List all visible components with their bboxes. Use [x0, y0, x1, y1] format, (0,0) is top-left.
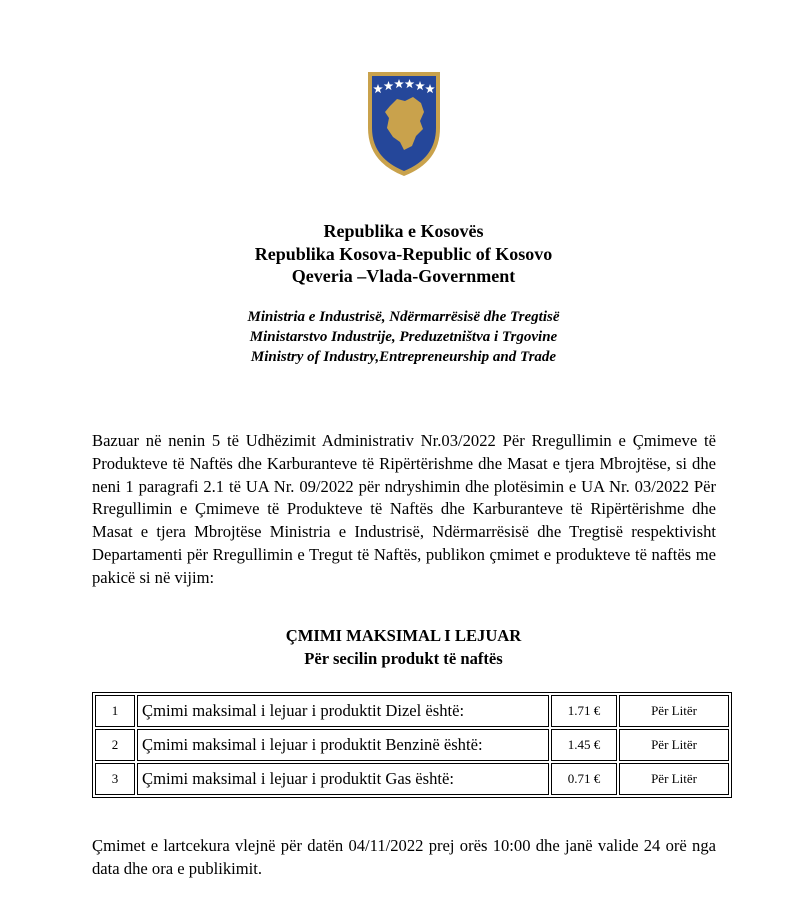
- price-table: [92, 692, 732, 798]
- validity-paragraph: Çmimet e lartcekura vlejnë për datën 04/11/2022 prej orës 10:00 dhe janë valide 24 orë nga data dhe ora e publikimit.: [92, 836, 716, 878]
- row-unit: Për Litër: [619, 763, 729, 795]
- row-price: 0.71 €: [551, 763, 617, 795]
- header-line-republic-multilingual: Republika Kosova-Republic of Kosovo: [254, 243, 553, 264]
- government-header: [0, 220, 807, 288]
- row-description: Çmimi maksimal i lejuar i produktit Benzinë është:: [137, 729, 549, 761]
- row-description: Çmimi maksimal i lejuar i produktit Gas është:: [137, 763, 549, 795]
- ministry-line-english: Ministry of Industry,Entrepreneurship and Trade: [250, 349, 557, 365]
- intro-paragraph: Bazuar në nenin 5 të Udhëzimit Administrativ Nr.03/2022 Për Rregullimin e Çmimeve të Produkteve të Naftës dhe Karburanteve të Ripërtërishme dhe Masat e tjera Mbrojtëse, si dhe neni 1 paragrafi 2.1 të UA Nr. 09/2022 për ndryshimin dhe plotësimin e UA Nr. 03/2022 Për Rregullimin e Çmimeve të Produkteve të Naftës dhe Karburanteve të Ripërtërishme dhe Masat e tjera Mbrojtëse Ministria e Industrisë, Ndërmarrësisë dhe Tregtisë respektivisht Departamenti për Rregullimin e Tregut të Naftës, publikon çmimet e produkteve të naftës me pakicë si në vijim:: [92, 431, 716, 587]
- row-description: Çmimi maksimal i lejuar i produktit Dizel është:: [137, 695, 549, 727]
- row-number: 1: [95, 695, 135, 727]
- row-unit: Për Litër: [619, 695, 729, 727]
- ministry-line-serbian: Ministarstvo Industrije, Preduzetništva i Trgovine: [249, 329, 558, 345]
- row-price: 1.71 €: [551, 695, 617, 727]
- row-unit: Për Litër: [619, 729, 729, 761]
- header-line-republic: Republika e Kosovës: [323, 221, 484, 241]
- ministry-header: [0, 307, 807, 367]
- row-number: 3: [95, 763, 135, 795]
- prices-subtitle: Për secilin produkt të naftës: [304, 649, 503, 668]
- kosovo-coat-of-arms-icon: [364, 66, 444, 178]
- header-line-government: Qeveria –Vlada-Government: [291, 266, 516, 286]
- table-row: [95, 729, 729, 761]
- row-price: 1.45 €: [551, 729, 617, 761]
- prices-title: ÇMIMI MAKSIMAL I LEJUAR: [285, 626, 522, 645]
- row-number: 2: [95, 729, 135, 761]
- prices-heading: [0, 624, 807, 670]
- table-row: [95, 763, 729, 795]
- ministry-line-albanian: Ministria e Industrisë, Ndërmarrësisë dhe Tregtisë: [247, 309, 560, 325]
- table-row: [95, 695, 729, 727]
